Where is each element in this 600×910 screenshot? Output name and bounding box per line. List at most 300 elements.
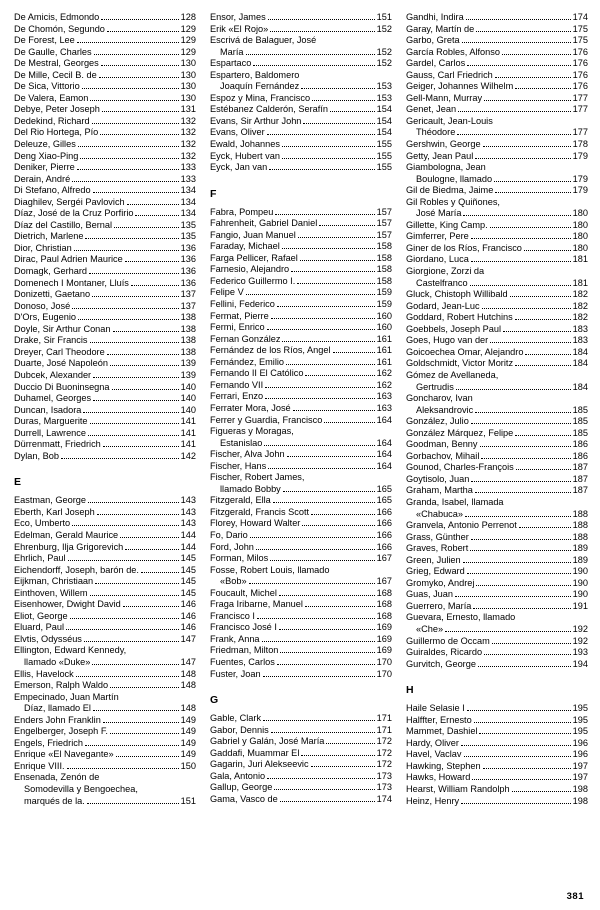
index-entry-label: Farnesio, Alejandro [210,264,290,275]
index-entry [406,703,588,715]
leader-dots [457,134,570,135]
index-entry-label: Goes, Hugo van der [406,335,489,346]
index-entry-label: Fermat, Pierre [210,310,269,321]
index-entry-label: Gaddafi, Muammar El [210,747,300,758]
index-entry-page: 130 [180,58,196,69]
index-entry-label: Florey, Howard Walter [210,518,301,529]
index-entry [14,542,196,554]
leader-dots [268,468,374,469]
index-entry-page: 159 [376,287,392,298]
index-entry-label: Espartaco [210,58,252,69]
index-entry [210,299,392,311]
index-entry [406,416,588,428]
index-entry-label: Eisenhower, Dwight David [14,599,121,610]
index-entry-label: Derain, André [14,173,71,184]
leader-dots [78,146,179,147]
leader-dots [131,285,179,286]
index-entry [210,472,392,484]
leader-dots [270,560,374,561]
index-columns [14,12,586,874]
index-entry-page: 148 [180,680,196,691]
section-letter-heading: H [406,684,414,697]
index-entry-label: Gillette, King Camp. [406,219,488,230]
index-entry-label: Fabra, Pompeu [210,206,274,217]
leader-dots [250,537,375,538]
index-entry-label: Guillermo de Occam [406,635,490,646]
leader-dots [478,666,571,667]
index-entry [210,24,392,36]
index-entry-page: 150 [180,760,196,771]
leader-dots [475,492,571,493]
index-entry [406,451,588,463]
index-entry-label: Aleksandrovic [416,404,474,415]
index-entry-page: 165 [376,483,392,494]
index-entry [406,566,588,578]
index-entry-page: 139 [180,358,196,369]
index-entry [406,116,588,128]
index-entry [210,771,392,783]
index-entry-page: 168 [376,610,392,621]
index-entry-label: Dürrenmatt, Friedrich [14,439,101,450]
index-entry-label: Espoz y Mina, Francisco [210,92,311,103]
index-entry-page: 179 [572,185,588,196]
leader-dots [298,237,375,238]
index-entry-page: 176 [572,46,588,57]
index-entry [14,266,196,278]
index-entry-label: Gorbachov, Mihail [406,450,480,461]
index-entry [14,139,196,151]
index-entry-label: Goncharov, Ivan [406,393,473,404]
index-entry [14,428,196,440]
index-entry-page: 140 [180,393,196,404]
index-entry [210,565,392,577]
index-entry-page: 146 [180,610,196,621]
leader-dots [503,331,571,332]
leader-dots [291,271,374,272]
index-entry [14,772,196,784]
leader-dots [78,319,179,320]
index-entry-label: Gurvitch, George [406,658,476,669]
index-entry [14,70,196,82]
leader-dots [476,585,570,586]
index-entry-page: 141 [180,416,196,427]
index-entry-page: 186 [572,450,588,461]
index-entry-label: Haile Selasie I [406,703,465,714]
leader-dots [473,608,570,609]
index-entry-label: Gromyko, Andrej [406,577,475,588]
index-entry-page: 140 [180,381,196,392]
index-entry-label: Fuentes, Carlos [210,656,275,667]
index-entry [14,738,196,750]
index-entry-page: 187 [572,485,588,496]
leader-dots [68,560,179,561]
index-entry [406,162,588,174]
leader-dots [256,549,375,550]
index-entry [14,197,196,209]
index-entry [14,518,196,530]
index-entry-label: Fahrenheit, Gabriel Daniel [210,218,318,229]
leader-dots [76,676,179,677]
index-entry-page: 174 [376,793,392,804]
index-entry-label: Fellini, Federico [210,299,275,310]
index-entry [210,218,392,230]
index-entry-page: 138 [180,346,196,357]
index-entry [406,197,588,209]
index-entry-label: Garay, Martín de [406,23,475,34]
index-entry-page: 169 [376,633,392,644]
leader-dots [475,412,570,413]
leader-dots [293,410,375,411]
index-entry-label: Dedekind, Richard [14,115,90,126]
index-entry-label: Gericault, Jean-Louis [406,115,493,126]
leader-dots [525,354,570,355]
leader-dots [324,422,374,423]
leader-dots [483,146,571,147]
index-entry-page: 191 [572,600,588,611]
index-entry-page: 136 [180,266,196,277]
index-entry-label: Gauss, Carl Friedrich [406,69,493,80]
index-entry-label: De Gaulle, Charles [14,46,92,57]
leader-dots [74,250,179,251]
index-entry-page: 176 [572,81,588,92]
index-entry-continuation [210,81,392,93]
index-entry [210,634,392,646]
index-entry-label: marqués de la. [24,795,85,806]
index-entry-label: Fo, Dario [210,529,248,540]
index-entry-label: Eberth, Karl Joseph [14,506,95,517]
index-entry [210,669,392,681]
index-entry-continuation [210,47,392,59]
leader-dots [72,525,178,526]
index-entry [14,405,196,417]
index-entry-label: Eluard, Paul [14,622,65,633]
index-entry-page: 188 [572,531,588,542]
leader-dots [267,134,375,135]
leader-dots [455,596,571,597]
index-entry-page: 197 [572,760,588,771]
leader-dots [262,641,375,642]
leader-dots [72,181,178,182]
leader-dots [470,285,571,286]
index-entry-page: 161 [376,356,392,367]
index-entry-page: 153 [376,92,392,103]
index-entry [14,507,196,519]
leader-dots [264,445,374,446]
leader-dots [516,469,571,470]
index-entry-label: Dylan, Bob [14,450,59,461]
leader-dots [458,111,571,112]
index-entry-page: 139 [180,369,196,380]
index-entry-label: Hawking, Stephen [406,760,481,771]
index-entry [210,748,392,760]
index-entry-label: Friedman, Milton [210,645,279,656]
index-entry-label: Green, Julien [406,554,461,565]
index-entry [14,12,196,24]
index-entry [406,70,588,82]
index-entry-label: Halffter, Ernesto [406,714,472,725]
index-entry-page: 140 [180,404,196,415]
index-entry [406,601,588,613]
index-entry-page: 194 [572,658,588,669]
leader-dots [97,514,179,515]
index-entry [210,794,392,806]
leader-dots [464,756,571,757]
index-entry [210,12,392,24]
index-entry [210,207,392,219]
index-entry [406,139,588,151]
index-entry-page: 174 [572,12,588,22]
index-entry [14,393,196,405]
index-entry-label: Dirac, Paul Adrien Maurice [14,254,123,265]
index-entry-page: 130 [180,92,196,103]
index-entry-label: Espartero, Baldomero [210,69,300,80]
leader-dots [467,573,571,574]
index-entry-page: 182 [572,312,588,323]
index-entry-page: 138 [180,335,196,346]
leader-dots [492,643,571,644]
index-entry-page: 178 [572,139,588,150]
index-entry-label: Gounod, Charles-François [406,462,514,473]
index-entry-continuation [406,278,588,290]
index-entry [210,495,392,507]
index-entry-label: Fernando VII [210,379,264,390]
index-entry-label: De Mestral, Georges [14,58,99,69]
index-entry [406,497,588,509]
leader-dots [89,273,179,274]
index-entry-label: Emerson, Ralph Waldo [14,680,109,691]
index-entry-label: Grieg, Edward [406,566,465,577]
index-entry [14,576,196,588]
index-entry-page: 195 [572,714,588,725]
index-entry [406,185,588,197]
index-entry-page: 147 [180,656,196,667]
leader-dots [287,456,375,457]
index-entry [14,611,196,623]
index-entry-page: 184 [572,358,588,369]
index-entry [406,243,588,255]
leader-dots [471,481,570,482]
index-entry-page: 196 [572,749,588,760]
index-entry [210,426,392,438]
index-entry-page: 155 [376,150,392,161]
leader-dots [280,801,375,802]
index-entry [406,358,588,370]
index-entry-continuation [406,208,588,220]
leader-dots [125,261,179,262]
index-entry [406,578,588,590]
index-entry-label: Eyck, Hubert van [210,150,280,161]
leader-dots [94,54,179,55]
index-entry [14,254,196,266]
index-entry-label: Genet, Jean [406,104,457,115]
index-entry [210,713,392,725]
index-entry [406,301,588,313]
leader-dots [83,412,178,413]
index-entry-label: Dubcek, Alexander [14,369,92,380]
index-entry-label: Felipe V [210,287,244,298]
index-entry-label: Guiraldes, Ricardo [406,647,483,658]
index-entry-continuation [406,174,588,186]
index-entry-label: Diaghilev, Sergéi Pavlovich [14,196,125,207]
index-entry [210,357,392,369]
index-entry-label: Edelman, Gerald Maurice [14,529,119,540]
leader-dots [282,158,375,159]
index-entry-page: 157 [376,218,392,229]
index-entry-label: Hardy, Oliver [406,737,459,748]
leader-dots [123,606,179,607]
index-entry-label: Fischer, Alva John [210,449,285,460]
index-entry-page: 166 [376,529,392,540]
index-entry-page: 164 [376,437,392,448]
index-entry-label: Eliot, George [14,610,68,621]
index-entry [406,370,588,382]
index-entry-page: 144 [180,541,196,552]
index-entry-label: Goldschmidt, Victor Moritz [406,358,514,369]
index-entry [210,507,392,519]
index-entry-page: 187 [572,462,588,473]
leader-dots [481,458,570,459]
index-entry-page: 132 [180,115,196,126]
index-entry-page: 155 [376,162,392,173]
index-entry [210,253,392,265]
index-entry-label: Somodevilla y Bengoechea, [24,784,138,794]
index-entry [406,612,588,624]
index-entry [210,645,392,657]
index-entry-page: 193 [572,647,588,658]
index-entry-page: 185 [572,427,588,438]
index-entry [14,565,196,577]
leader-dots [246,294,375,295]
leader-dots [125,549,178,550]
index-entry [406,393,588,405]
leader-dots [277,664,375,665]
index-entry-page: 137 [180,289,196,300]
index-entry [210,518,392,530]
index-entry [406,266,588,278]
index-entry-label: D'Ors, Eugenio [14,312,77,323]
index-entry-page: 167 [376,553,392,564]
index-entry-label: Gil Robles y Quiñones, [406,196,500,207]
leader-dots [283,491,375,492]
index-entry-page: 179 [572,150,588,161]
index-entry [406,428,588,440]
leader-dots [88,435,179,436]
index-entry-page: 141 [180,439,196,450]
index-entry-label: Gable, Clark [210,713,262,724]
index-entry-continuation [14,657,196,669]
index-entry-label: Mammet, Dashiel [406,726,478,737]
index-entry-label: Joaquín Fernández [220,81,300,92]
index-entry-label: Dior, Christian [14,242,72,253]
index-entry-label: Hearst, William Randolph [406,784,510,794]
index-entry-label: Gallup, George [210,782,273,793]
index-entry-label: González, Julio [406,416,469,427]
index-entry-page: 167 [376,576,392,587]
index-entry-page: 181 [572,277,588,288]
index-entry-label: Federico Guillermo I. [210,275,296,286]
index-entry-label: Elvtis, Odysséus [14,633,82,644]
index-entry-page: 186 [572,439,588,450]
leader-dots [135,215,178,216]
leader-dots [114,227,179,228]
index-entry-label: Fangio, Juan Manuel [210,229,296,240]
index-entry [406,335,588,347]
leader-dots [462,42,571,43]
leader-dots [471,261,571,262]
index-entry-label: Empecinado, Juan Martín [14,691,119,702]
index-entry-page: 189 [572,554,588,565]
leader-dots [279,595,375,596]
leader-dots [77,169,179,170]
index-entry-label: Havel, Vaclav [406,749,462,760]
index-entry-label: Domagk, Gerhard [14,266,88,277]
leader-dots [515,365,571,366]
index-entry-label: Ford, John [210,541,254,552]
leader-dots [512,791,571,792]
index-entry [14,278,196,290]
index-entry [14,495,196,507]
index-entry-page: 183 [572,323,588,334]
index-entry [406,347,588,359]
leader-dots [479,733,570,734]
index-entry [210,116,392,128]
index-entry [210,287,392,299]
index-entry-page: 160 [376,310,392,321]
index-entry-label: Fischer, Hans [210,460,267,471]
index-entry-page: 190 [572,589,588,600]
index-entry [210,139,392,151]
index-entry-page: 138 [180,323,196,334]
index-entry-page: 157 [376,206,392,217]
index-entry-page: 189 [572,543,588,554]
index-entry [406,659,588,671]
index-entry [210,70,392,82]
index-entry [14,416,196,428]
index-entry-continuation [210,438,392,450]
index-entry [14,680,196,692]
index-entry-page: 173 [376,770,392,781]
index-entry-page: 172 [376,736,392,747]
leader-dots [461,745,571,746]
leader-dots [273,502,375,503]
index-entry-page: 133 [180,162,196,173]
index-entry-label: Enders John Franklin [14,714,101,725]
index-entry-page: 169 [376,622,392,633]
index-entry-label: Giner de los Ríos, Francisco [406,242,522,253]
leader-dots [312,100,375,101]
index-entry-page: 136 [180,277,196,288]
leader-dots [263,676,375,677]
index-entry [406,589,588,601]
index-entry-page: 147 [180,633,196,644]
leader-dots [279,629,375,630]
index-entry-page: 198 [572,795,588,806]
index-entry [210,599,392,611]
leader-dots [90,423,179,424]
index-entry-label: Donoso, José [14,300,71,311]
index-entry-label: Fischer, Robert James, [210,472,305,483]
leader-dots [303,123,374,124]
leader-dots [102,111,179,112]
index-entry-page: 148 [180,703,196,714]
index-entry-page: 153 [376,81,392,92]
index-entry-page: 132 [180,150,196,161]
index-entry-label: Estanislao [220,437,263,448]
index-entry-label: Engelberger, Joseph F. [14,726,108,737]
leader-dots [301,755,374,756]
index-entry-page: 172 [376,759,392,770]
index-entry [406,81,588,93]
